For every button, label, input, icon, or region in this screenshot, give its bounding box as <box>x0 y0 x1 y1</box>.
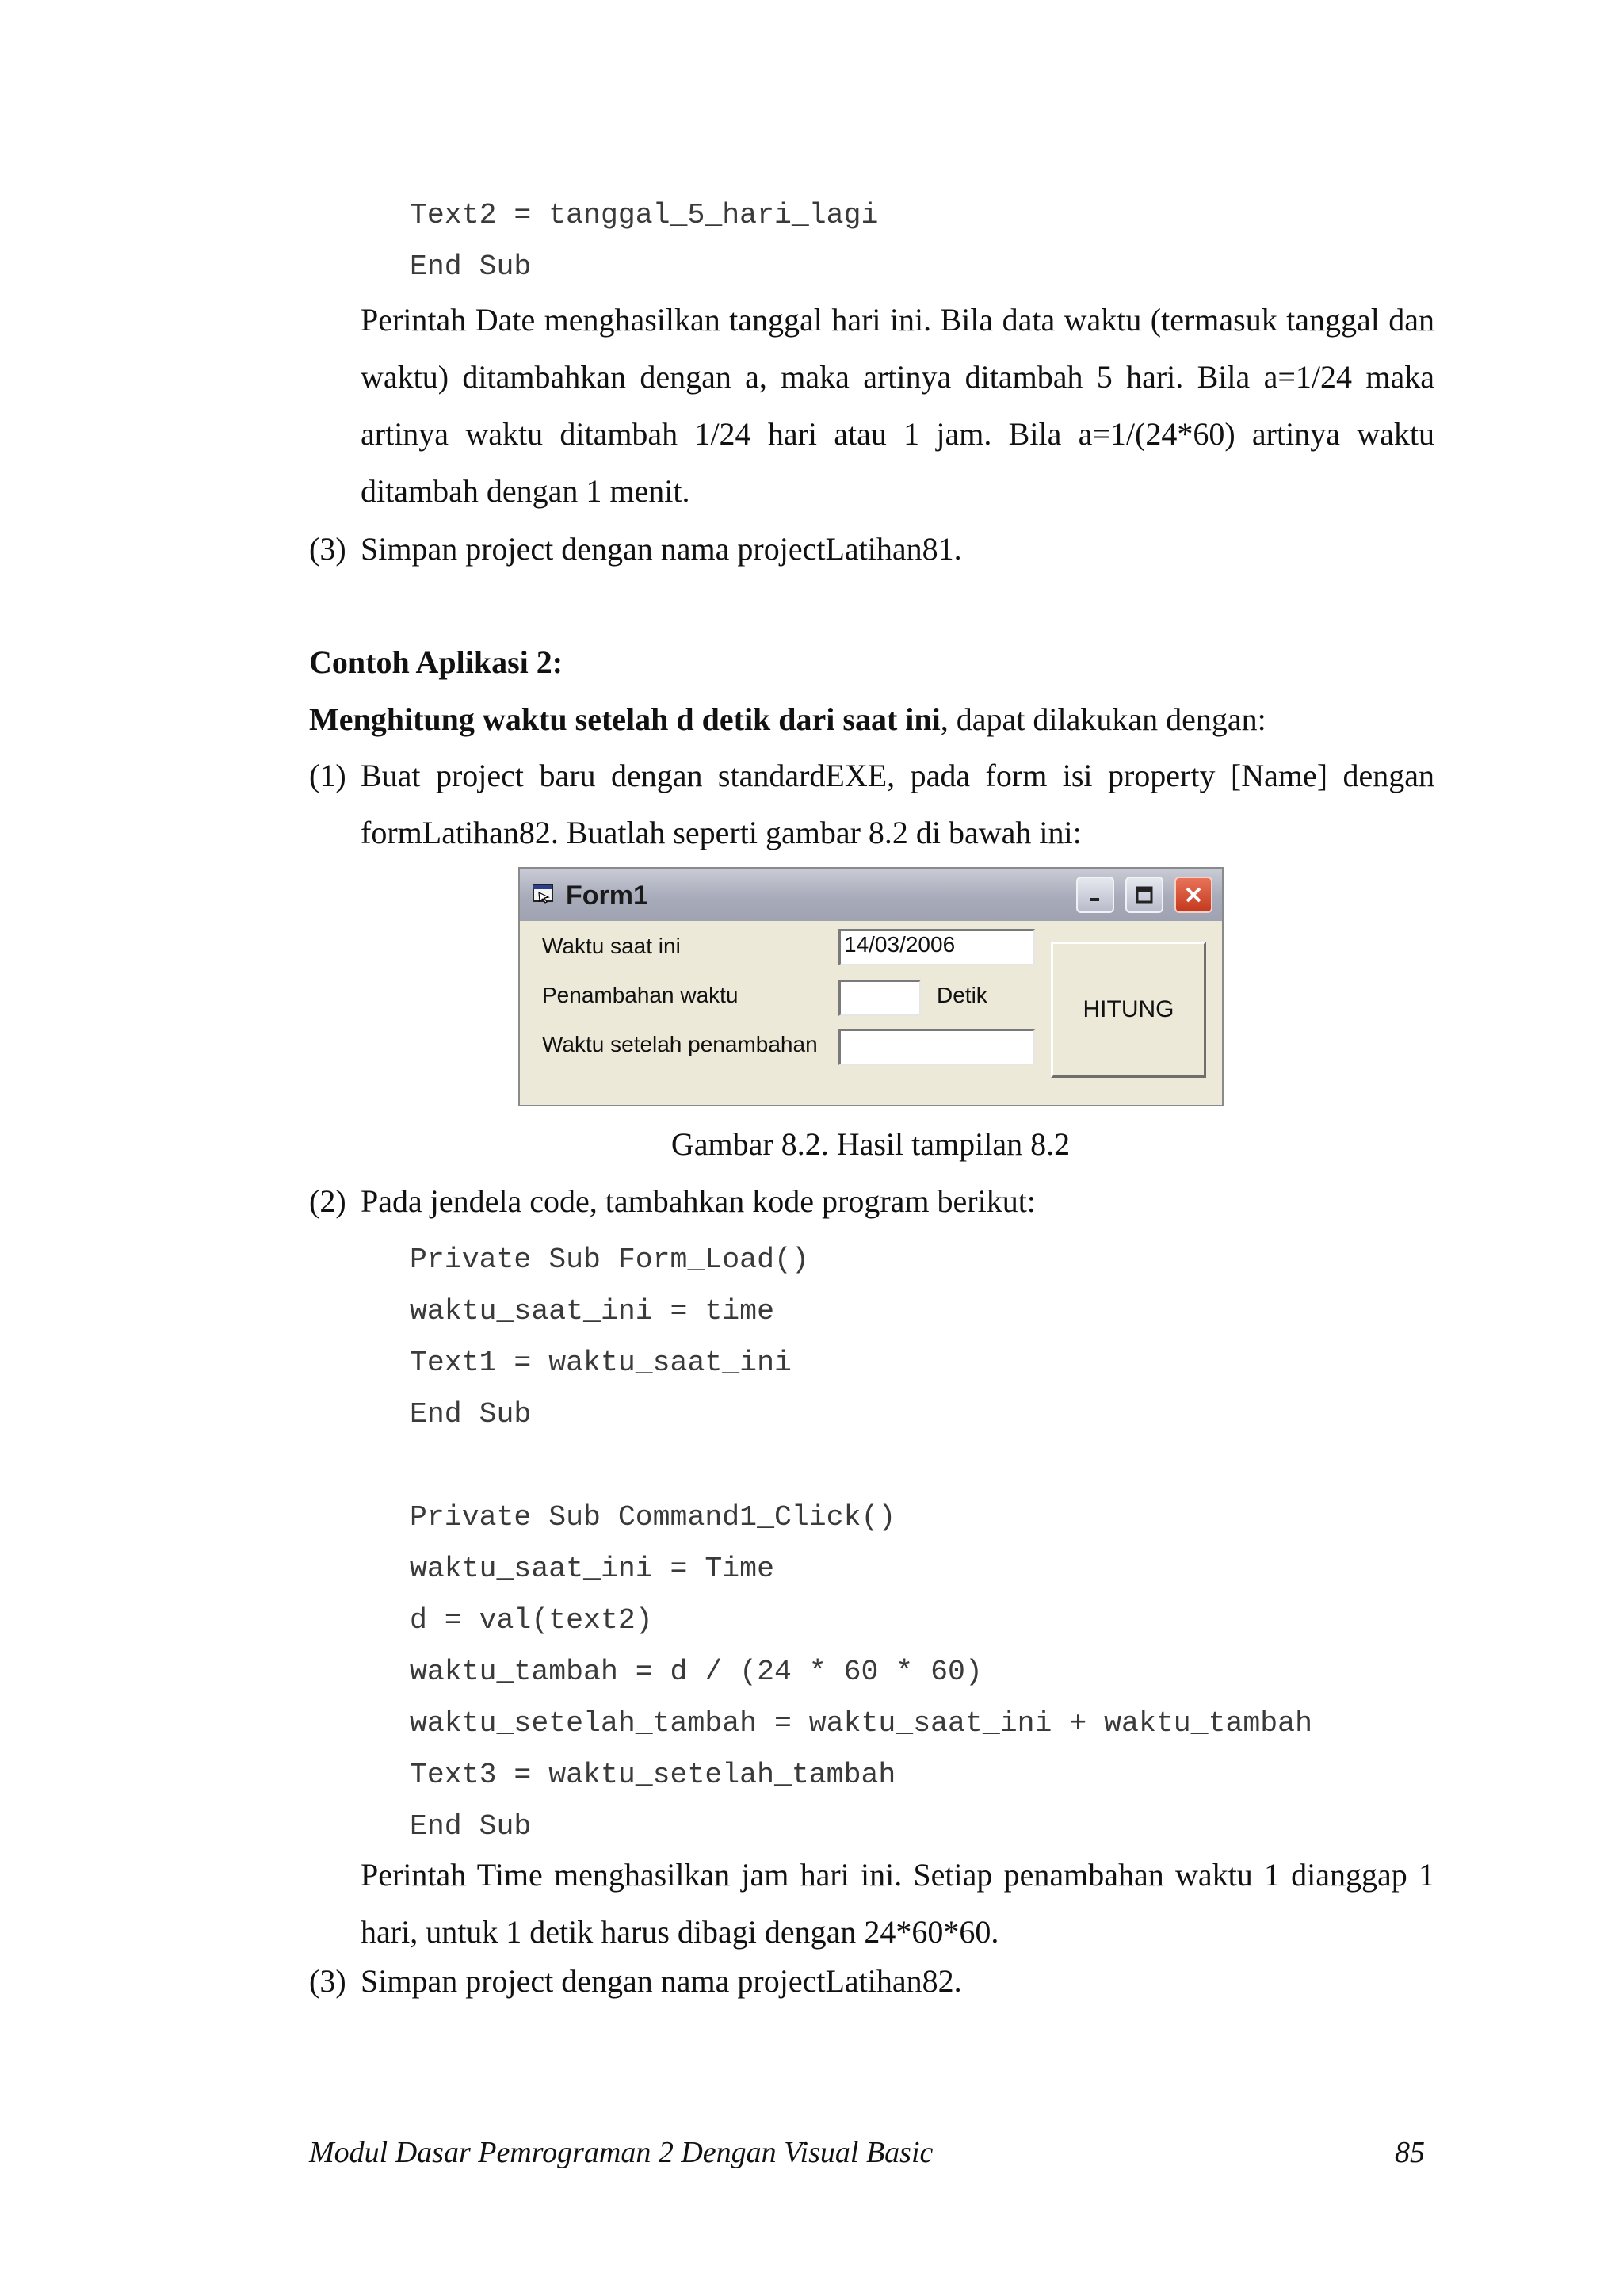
step-number: (3) <box>309 531 346 567</box>
footer-title: Modul Dasar Pemrograman 2 Dengan Visual Basic <box>309 2136 934 2169</box>
code-line: Private Sub Form_Load() <box>410 1244 809 1276</box>
figure-caption: Gambar 8.2. Hasil tampilan 8.2 <box>670 1126 1071 1162</box>
step-number: (1) <box>309 758 346 793</box>
step-text: Simpan project dengan nama projectLatihan81. <box>361 531 962 567</box>
paragraph-time-explanation: Perintah Time menghasilkan jam hari ini. Setiap penambahan waktu 1 dianggap 1 hari, untuk 1 detik harus dibagi dengan 24*60*60. <box>361 1857 1434 1950</box>
step-number: (2) <box>309 1183 346 1219</box>
code-line: Private Sub Command1_Click() <box>410 1501 896 1534</box>
title-bar[interactable] <box>520 869 1222 921</box>
step-text: Buat project baru dengan standardEXE, pada form isi property [Name] dengan <box>361 758 1434 793</box>
subheading-rest: , dapat dilakukan dengan: <box>940 701 1266 737</box>
section-subheading <box>309 701 1266 738</box>
minimize-button[interactable] <box>1076 877 1114 913</box>
code-line: End Sub <box>410 1398 532 1431</box>
label-penambahan-waktu: Penambahan waktu <box>542 983 739 1007</box>
paragraph-date-explanation: Perintah Date menghasilkan tanggal hari ini. Bila data waktu (termasuk tanggal dan waktu) ditambahkan dengan a, maka artinya ditambah 5 hari. Bila a=1/24 maka artinya waktu ditambah 1/24 hari atau 1 jam. Bila a=1/(24*60) artinya waktu ditambah dengan 1 menit. <box>361 302 1434 509</box>
code-line: waktu_saat_ini = Time <box>410 1553 774 1585</box>
minimize-icon <box>1086 885 1105 904</box>
code-line: waktu_setelah_tambah = waktu_saat_ini + waktu_tambah <box>410 1707 1312 1740</box>
window-title: Form1 <box>566 881 648 911</box>
maximize-icon <box>1134 884 1155 905</box>
page-number: 85 <box>1395 2136 1425 2169</box>
step-text: Pada jendela code, tambahkan kode program berikut: <box>361 1183 1036 1219</box>
text1-input[interactable]: 14/03/2006 <box>838 929 1035 965</box>
step-text: formLatihan82. Buatlah seperti gambar 8.2 di bawah ini: <box>361 815 1082 850</box>
close-button[interactable] <box>1174 877 1212 913</box>
form-window <box>518 867 1224 1106</box>
code-line: d = val(text2) <box>410 1604 653 1637</box>
code-line: Text2 = tanggal_5_hari_lagi <box>410 199 879 231</box>
code-line: Text3 = waktu_setelah_tambah <box>410 1759 896 1791</box>
maximize-button[interactable] <box>1125 877 1163 913</box>
text3-input[interactable] <box>838 1029 1035 1065</box>
text2-input[interactable] <box>838 980 921 1016</box>
subheading-bold: Menghitung waktu setelah d detik dari saat ini <box>309 701 941 737</box>
form-icon <box>533 884 555 904</box>
step-number: (3) <box>309 1963 346 1999</box>
form-client-area <box>521 921 1220 1103</box>
label-waktu-saat-ini: Waktu saat ini <box>542 934 681 958</box>
label-waktu-setelah: Waktu setelah penambahan <box>542 1032 818 1056</box>
section-heading: Contoh Aplikasi 2: <box>309 644 563 680</box>
label-detik: Detik <box>937 983 987 1007</box>
close-icon <box>1183 884 1204 905</box>
code-line: waktu_tambah = d / (24 * 60 * 60) <box>410 1656 983 1688</box>
code-line: End Sub <box>410 250 532 283</box>
step-text: Simpan project dengan nama projectLatihan82. <box>361 1963 962 1999</box>
code-line: waktu_saat_ini = time <box>410 1295 774 1328</box>
code-line: End Sub <box>410 1810 532 1843</box>
hitung-button[interactable]: HITUNG <box>1051 942 1206 1078</box>
code-line: Text1 = waktu_saat_ini <box>410 1347 792 1379</box>
